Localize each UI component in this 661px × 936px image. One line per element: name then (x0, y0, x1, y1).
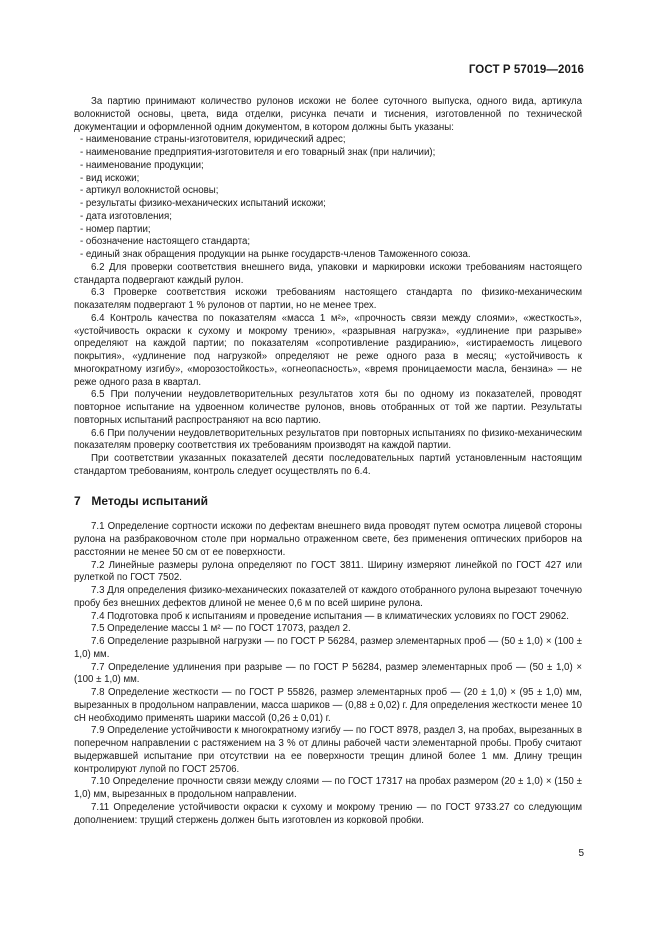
section-number: 7 (74, 493, 81, 508)
paragraph-7-2: 7.2 Линейные размеры рулона определяют по ГОСТ 3811. Ширину измеряют линейкой по ГОСТ 427 или рулеткой по ГОСТ 7502. (74, 559, 582, 584)
list-item: - обозначение настоящего стандарта; (74, 236, 582, 249)
paragraph-7-7: 7.7 Определение удлинения при разрыве — по ГОСТ Р 56284, размер элементарных проб — (50 ± 1,0) × (100 ± 1,0) мм. (74, 661, 582, 686)
paragraph-6-5: 6.5 При получении неудовлетворительных результатов хотя бы по одному из показателей, проводят повторное испытание на удвоенном количестве рулонов, вновь отобранных от той же партии. Результаты повторных испытаний распространяют на всю партию. (74, 389, 582, 426)
list-item: - наименование продукции; (74, 160, 582, 173)
paragraph-7-6: 7.6 Определение разрывной нагрузки — по ГОСТ Р 56284, размер элементарных проб — (50 ± 1,0) × (100 ± 1,0) мм. (74, 636, 582, 660)
list-item: - вид искожи; (74, 173, 582, 186)
list-item: - наименование предприятия-изготовителя и его товарный знак (при наличии); (74, 147, 582, 160)
paragraph-7-1: 7.1 Определение сортности искожи по дефектам внешнего вида проводят путем осмотра лицевой стороны рулона на разбраковочном столе при нормально отраженном свете, без применения оптических приборов на расстоянии не менее 50 см от ее поверхности. (74, 521, 582, 558)
paragraph-7-9: 7.9 Определение устойчивости к многократному изгибу — по ГОСТ 8978, раздел 3, на пробах, вырезанных в поперечном направлении с растяжением на 3 % от длины рабочей части элементарной пробы. Пробу считают выдержавшей испытание при отсутствии на ее поверхности трещин длиной более 1 мм. Длину трещин контролируют лупой по ГОСТ 25706. (74, 725, 582, 775)
paragraph-6-6: 6.6 При получении неудовлетворительных результатов при повторных испытаниях по физико-механическим показателям проверку соответствия их требованиям производят на каждой партии. (74, 427, 582, 452)
required-info-list (74, 134, 582, 262)
paragraph-7-4: 7.4 Подготовка проб к испытаниям и проведение испытания — в климатических условиях по ГОСТ 29062. (91, 610, 569, 622)
list-item: - наименование страны-изготовителя, юридический адрес; (74, 134, 582, 147)
list-item: - номер партии; (74, 224, 582, 237)
paragraph-7-8: 7.8 Определение жесткости — по ГОСТ Р 55826, размер элементарных проб — (20 ± 1,0) × (95 ± 1,0) мм, вырезанных в продольном направлении, масса шариков — (0,88 ± 0,02) г. Для определения жесткости менее 10 сН необходимо применять шарики массой (0,26 ± 0,01) г. (74, 687, 582, 724)
paragraph-7-11: 7.11 Определение устойчивости окраски к сухому и мокрому трению — по ГОСТ 9733.27 со следующим дополнением: трущий стержень должен быть изготовлен из корковой пробки. (74, 801, 582, 826)
list-item: - артикул волокнистой основы; (74, 185, 582, 198)
paragraph-7-3: 7.3 Для определения физико-механических показателей от каждого отобранного рулона вырезают точечную пробу без внешних дефектов длиной не менее 0,6 м по всей ширине рулона. (74, 585, 582, 609)
list-item: - результаты физико-механических испытаний искожи; (74, 198, 582, 211)
paragraph-6-4: 6.4 Контроль качества по показателям «масса 1 м²», «прочность связи между слоями», «жесткость», «устойчивость окраски к сухому и мокрому трению», «разрывная нагрузка», «удлинение при разрыве» определяют на каждой партии; по показателям «сопротивление раздиранию», «истираемость лицевого покрытия», «удлинение под нагрузкой» определяют не реже одного раза в месяц; «устойчивость к многократному изгибу», «морозостойкость», «огнеопасность», «время проницаемости масла, бензина» — не реже одного раза в квартал. (74, 312, 582, 388)
list-item: - единый знак обращения продукции на рынке государств-членов Таможенного союза. (74, 249, 582, 262)
document-body (74, 96, 582, 827)
document-id: ГОСТ Р 57019—2016 (468, 64, 584, 76)
page-number: 5 (578, 848, 584, 859)
paragraph-6-3: 6.3 Проверке соответствия искожи требованиям настоящего стандарта по физико-механическим показателям подвергают 1 % рулонов от партии, но не менее трех. (74, 287, 582, 311)
paragraph-6-2: 6.2 Для проверки соответствия внешнего вида, упаковки и маркировки искожи требованиям настоящего стандарта подвергают каждый рулон. (74, 261, 582, 286)
paragraph-6-6-continued: При соответствии указанных показателей десяти последовательных партий установленным настоящим стандартом требованиям, контроль следует осуществлять по 6.4. (74, 453, 582, 477)
section-7-heading (74, 495, 582, 508)
list-item: - дата изготовления; (74, 211, 582, 224)
paragraph-7-5: 7.5 Определение массы 1 м² — по ГОСТ 17073, раздел 2. (91, 623, 351, 635)
section-title: Методы испытаний (91, 493, 209, 508)
paragraph-7-10: 7.10 Определение прочности связи между слоями — по ГОСТ 17317 на пробах размером (20 ± 1,0) × (150 ± 1,0) мм, вырезанных в продольном направлении. (74, 776, 582, 800)
intro-paragraph: За партию принимают количество рулонов искожи не более суточного выпуска, одного вида, артикула волокнистой основы, цвета, вида отделки, рисунка печати и тиснения, изготовленной по технической документации и оформленной одним документом, в котором должны быть указаны: (74, 96, 582, 133)
